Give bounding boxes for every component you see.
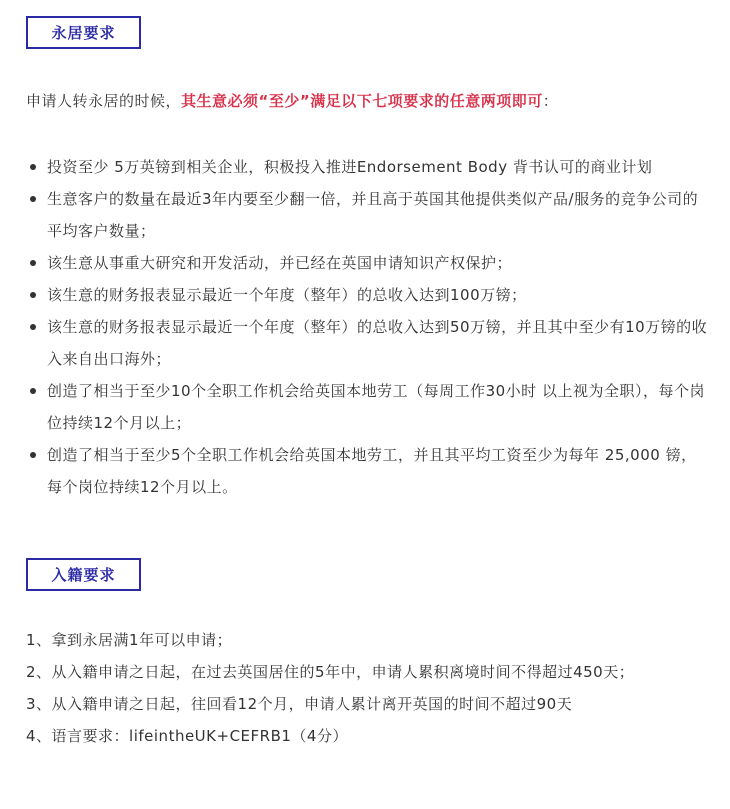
list-item — [26, 375, 710, 439]
section-title-permanent-residence: 永居要求 — [26, 16, 141, 49]
list-item — [26, 247, 710, 279]
list-item: 3、从入籍申请之日起，往回看12个月，申请人累计离开英国的时间不超过90天 — [26, 695, 573, 713]
bullet-icon — [30, 452, 36, 458]
intro-prefix: 申请人转永居的时候， — [26, 92, 182, 110]
bullet-icon — [30, 260, 36, 266]
list-item-text: 投资至少 5万英镑到相关企业，积极投入推进Endorsement Body 背书认可的商业计划 — [47, 158, 653, 176]
list-item: 4、语言要求：lifeintheUK+CEFRB1（4分） — [26, 727, 348, 745]
bullet-icon — [30, 164, 36, 170]
bullet-icon — [30, 196, 36, 202]
list-item: 1、拿到永居满1年可以申请； — [26, 631, 233, 649]
list-item-text: 创造了相当于至少10个全职工作机会给英国本地劳工（每周工作30小时 以上视为全职），每个岗位持续12个月以上； — [47, 382, 705, 432]
intro-suffix: ： — [542, 92, 559, 110]
bullet-icon — [30, 388, 36, 394]
naturalisation-list — [26, 624, 710, 752]
list-item — [26, 439, 710, 503]
list-item — [26, 279, 710, 311]
section-title-naturalisation: 入籍要求 — [26, 558, 141, 591]
list-item — [26, 183, 710, 247]
bullet-icon — [30, 324, 36, 330]
requirements-list — [26, 151, 710, 503]
list-item — [26, 311, 710, 375]
intro-emphasis: 其生意必须“至少”满足以下七项要求的任意两项即可 — [181, 92, 543, 110]
list-item — [26, 151, 710, 183]
list-item-text: 该生意从事重大研究和开发活动，并已经在英国申请知识产权保护； — [47, 254, 513, 272]
bullet-icon — [30, 292, 36, 298]
intro-paragraph — [26, 88, 716, 114]
list-item-text: 生意客户的数量在最近3年内要至少翻一倍，并且高于英国其他提供类似产品/服务的竞争公司的平均客户数量； — [47, 190, 699, 240]
list-item: 2、从入籍申请之日起，在过去英国居住的5年中，申请人累积离境时间不得超过450天； — [26, 663, 635, 681]
list-item-text: 创造了相当于至少5个全职工作机会给英国本地劳工，并且其平均工资至少为每年 25,000 镑，每个岗位持续12个月以上。 — [47, 446, 697, 496]
list-item-text: 该生意的财务报表显示最近一个年度（整年）的总收入达到50万镑，并且其中至少有10万镑的收入来自出口海外； — [47, 318, 708, 368]
list-item-text: 该生意的财务报表显示最近一个年度（整年）的总收入达到100万镑； — [47, 286, 527, 304]
